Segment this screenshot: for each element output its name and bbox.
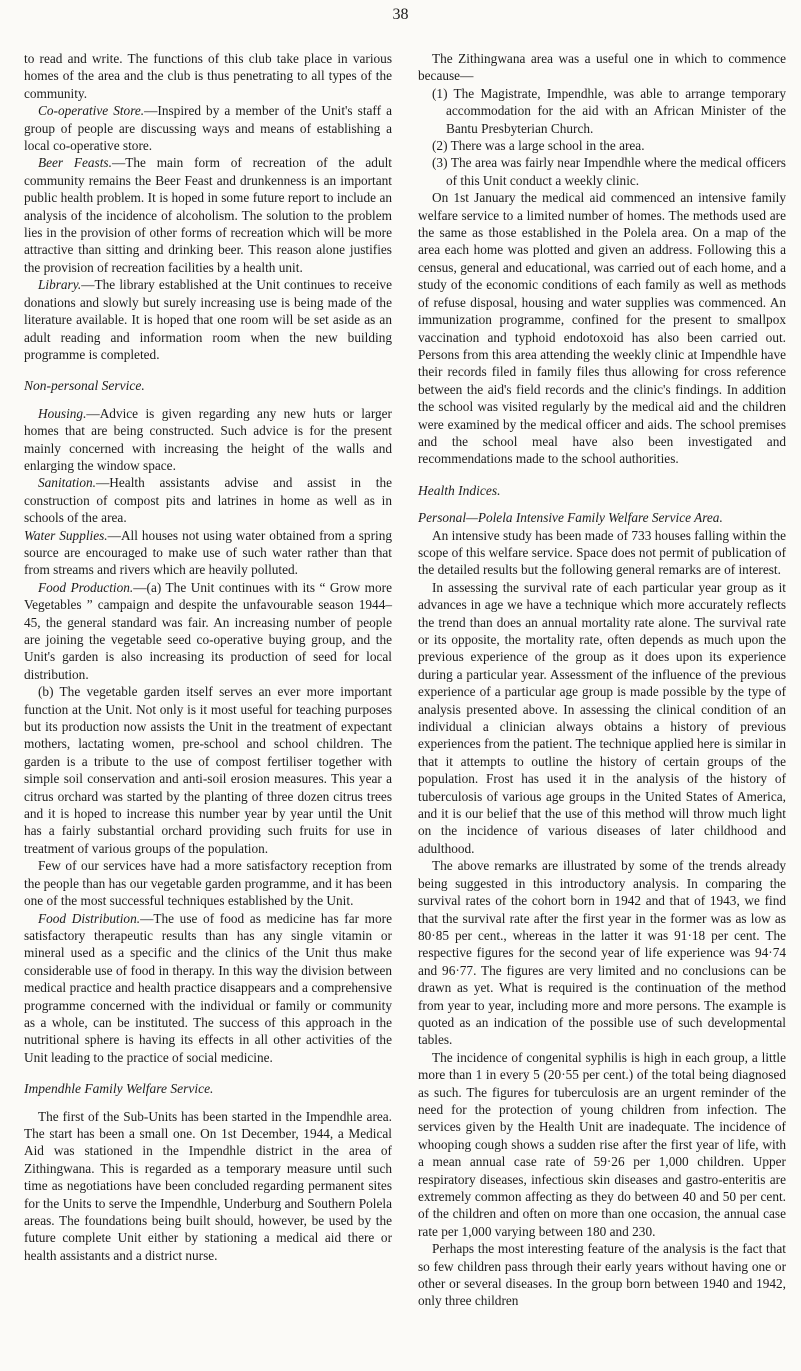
paragraph: The incidence of congenital syphilis is high in each group, a little more than 1 in every 5 (20·55 per cent.) of the total being diagnosed as such. The figures for tuberculosis are an urgent reminder of the need for the protection of young children from infection. The services given by the Health Unit are inadequate. The incidence of whooping cough shows a sudden rise after the first year of life, with a mean annual case rate of 59·26 per 1,000 children. Upper respiratory diseases, infectious skin diseases and gastro-enteritis are extremely common affecting as they do between 40 and 50 per cent. of the children and often on more than one occasion, the annual case rate per 1,000 varying between 180 and 230. [418, 1049, 786, 1239]
section-heading: Health Indices. [418, 482, 501, 498]
right-column [418, 50, 786, 1310]
run-in-heading: Library. [38, 277, 82, 293]
run-in-heading: Housing. [38, 405, 87, 421]
paragraph [24, 102, 392, 154]
paragraph-body: —Inspired by a member of the Unit's staff a group of people are discussing ways and means of establishing a local co-operative store. [24, 103, 393, 154]
paragraph-body: —The main form of recreation of the adult community remains the Beer Feast and drunkenness is an important public health problem. It is hoped in some future report to include an analysis of the incidence of alcoholism. The solution to the problem lies in the provision of other forms of recreation which will be more attractive than sitting and drinking beer. This reason alone justifies the provision of recreation facilities by a health unit. [24, 155, 392, 275]
paragraph [24, 579, 392, 683]
list-item: (3) The area was fairly near Impendhle where the medical officers of this Unit conduct a weekly clinic. [432, 155, 786, 188]
run-in-heading: Personal—Polela Intensive Family Welfare Service Area. [418, 510, 723, 526]
paragraph: Perhaps the most interesting feature of the analysis is the fact that so few children pass through their early years without having one or other or several diseases. In the group born between 1940 and 1942, only three children [418, 1241, 786, 1309]
run-in-heading: Food Distribution. [38, 910, 141, 926]
paragraph: The first of the Sub-Units has been started in the Impendhle area. The start has been a small one. On 1st December, 1944, a Medical Aid was stationed in the Impendhle district in the area of Zithingwana. This is regarded as a temporary measure until such time as negotiations have been concluded regarding permanent sites for the Units to serve the Impendhle, Underburg and Southern Polela areas. The foundations being built should, however, be used by the future complete Unit either by stationing a medical aid there or health assistants and a district nurse. [24, 1108, 392, 1263]
section-heading: Impendhle Family Welfare Service. [24, 1081, 214, 1097]
paragraph [24, 474, 392, 526]
page-number: 38 [392, 6, 409, 23]
paragraph [24, 910, 392, 1067]
paragraph-body: —Health assistants advise and assist in the construction of compost pits and latrines in home as well as in schools of the area. [24, 475, 392, 526]
run-in-heading: Beer Feasts. [38, 155, 112, 171]
run-in-heading: Food Production. [38, 579, 134, 595]
paragraph: The above remarks are illustrated by some of the trends already being suggested in this introductory analysis. In comparing the survival rates of the cohort born in 1942 and that of 1943, we find that the survival rate after the first year in the former was as low as 80·85 per cent., whereas in the latter it was 91·18 per cent. The respective figures for the second year of life experience was 94·74 and 96·77. The figures are very limited and no conclusions can be drawn as yet. What is required is the continuation of the method from year to year, including more and more persons. The example is quoted as an indication of the possible use of such developmental tables. [418, 858, 786, 1048]
run-in-heading: Sanitation. [38, 475, 96, 491]
paragraph-body: —The library established at the Unit continues to receive donations and slowly but surely increasing use is being made of the literature available. It is hoped that one room will be set aside as an adult reading and information room when the new building programme is completed. [24, 277, 392, 362]
paragraph [24, 405, 392, 475]
paragraph [24, 527, 392, 579]
paragraph: to read and write. The functions of this club take place in various homes of the area and the club is thus penetrating to all types of the community. [24, 51, 392, 101]
paragraph: On 1st January the medical aid commenced an intensive family welfare service to a limited number of homes. The methods used are the same as those established in the Polela area. On a map of the area each home was plotted and given an address. Following this a census, general and educational, was carried out of each home, and a study of the economic conditions of each family as well as methods of refuse disposal, housing and water supplies was commenced. An immunization programme, confined for the present to smallpox vaccination and typhoid endotoxoid has also been carried out. Persons from this area attending the weekly clinic at Impendhle have their records filed in family files thus allowing for cross reference between the aid's field records and the clinic's findings. In addition the school was visited regularly by the medical aid and the children were examined by the medical officer and aids. The school premises and the school meal have also been investigated and recommendations made to the school authorities. [418, 190, 786, 467]
paragraph [24, 276, 392, 363]
run-in-heading: Co-operative Store. [38, 103, 145, 119]
paragraph: In assessing the survival rate of each particular year group as it advances in age we have a technique which more accurately reflects the trend than does an annual mortality rate alone. The survival rate or its opposite, the mortality rate, often depends as much upon the previous experience of the group as it does upon its experience during a particular year. Assessment of the influence of the previous experience of a particular age group is made possible by the type of analysis presented above. In assessing the clinical condition of an individual a clinician always obtains a history of previous experiences from the patient. The technique applied here is similar in that it attempts to outline the history of certain groups of the population. Frost has used it in the analysis of the history of tuberculosis of various age groups in the United States of America, and it is our belief that the use of this method will throw much light on the incidence of various diseases of later childhood and adulthood. [418, 579, 786, 856]
left-column [24, 50, 392, 1264]
section-heading: Non-personal Service. [24, 378, 145, 394]
paragraph [24, 154, 392, 276]
paragraph: An intensive study has been made of 733 houses falling within the scope of this welfare service. Space does not permit of publication of the detailed results but the following general remarks are of interest. [418, 527, 786, 578]
list-item: (2) There was a large school in the area. [432, 138, 645, 154]
paragraph: Few of our services have had a more satisfactory reception from the people than has our vegetable garden programme, and it has been one of the most successful techniques established by the Unit. [24, 858, 392, 909]
paragraph-body: —All houses not using water obtained from a spring source are encouraged to make use of such water rather than that from streams and rivers which are heavily polluted. [24, 527, 392, 578]
paragraph-body: —Advice is given regarding any new huts or larger homes that are being constructed. Such advice is for the present mainly concerned with increasing the height of the walls and enlarging the window space. [24, 405, 392, 473]
paragraph: (b) The vegetable garden itself serves an ever more important function at the Unit. Not only is it most useful for teaching purposes but its production now assists the Unit in the treatment of expectant mothers, lactating women, pre-school and school children. The garden is a tribute to the use of compost fertiliser together with simple soil conservation and anti-soil erosion measures. This year a citrus orchard was started by the planting of three dozen citrus trees and it is hoped to increase this number year by year until the Unit has a fairly substantial orchard providing such fruits for use in treatment of various groups of the population. [24, 684, 392, 856]
paragraph-body: —(a) The Unit continues with its “ Grow more Vegetables ” campaign and despite the unfavourable season 1944–45, the general standard was fair. An increasing number of people are joining the vegetable seed co-operative buying group, and the Unit's garden is also increasing its production of seed for local distribution. [24, 579, 392, 682]
paragraph-body: —The use of food as medicine has far more satisfactory therapeutic results than has any single vitamin or mineral used as a specific and the clinics of the Unit thus make considerable use of food in therapy. In this way the division between medical practice and health practice disappears and a comprehensive programme concerned with the individual or family or community as a whole, can be instituted. The success of this approach in the nutritional sphere is having its effects in all other activities of the Unit leading to the practice of social medicine. [24, 910, 392, 1065]
subsection-heading [418, 509, 786, 526]
paragraph: The Zithingwana area was a useful one in which to commence because— [418, 51, 786, 84]
list-item: (1) The Magistrate, Impendhle, was able to arrange temporary accommodation for the aid with an African Minister of the Bantu Presbyterian Church. [432, 85, 786, 136]
run-in-heading: Water Supplies. [24, 527, 108, 543]
